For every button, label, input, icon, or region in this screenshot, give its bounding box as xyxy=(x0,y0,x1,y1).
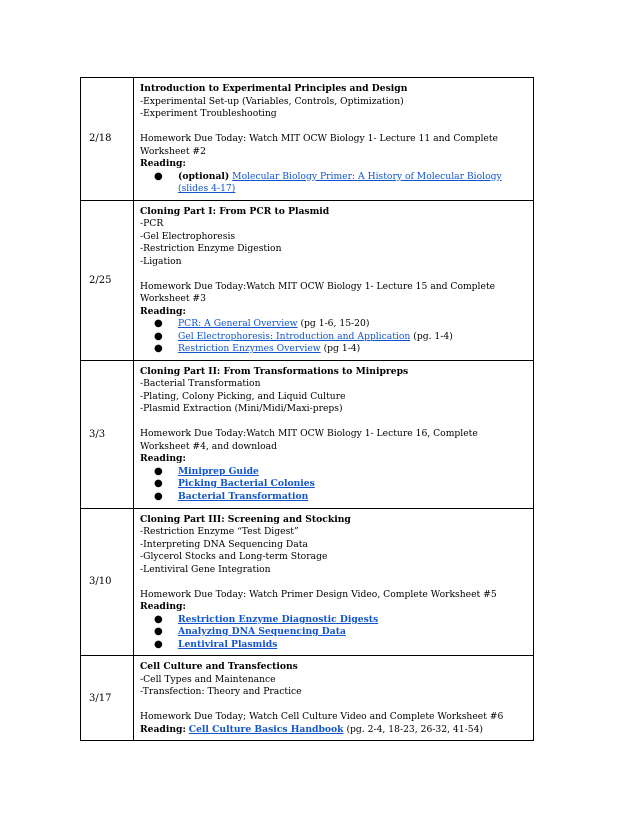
date-cell: 3/10 xyxy=(81,508,134,656)
session-title: Cloning Part I: From PCR to Plasmid xyxy=(140,205,330,217)
list-item xyxy=(154,171,527,196)
topic-line: -Ligation xyxy=(140,255,182,267)
reading-label: Reading: xyxy=(140,305,186,317)
table-row xyxy=(81,656,534,741)
page-range: (pg. 2-4, 18-23, 26-32, 41-54) xyxy=(343,723,483,735)
reading-line xyxy=(140,724,527,737)
list-item xyxy=(154,318,527,331)
optional-label: (optional) xyxy=(178,170,230,182)
topic-line: -Interpreting DNA Sequencing Data xyxy=(140,538,308,550)
date-cell: 3/17 xyxy=(81,656,134,741)
reading-link[interactable]: Lentiviral Plasmids xyxy=(178,638,278,650)
reading-label: Reading: xyxy=(140,723,186,735)
homework-text: Homework Due Today; Watch Cell Culture Video and Complete Worksheet #6 xyxy=(140,711,504,722)
topic-line: -Restriction Enzyme Digestion xyxy=(140,243,282,254)
topic-line: -Lentiviral Gene Integration xyxy=(140,563,271,575)
list-item xyxy=(154,626,527,639)
topic-line: -Gel Electrophoresis xyxy=(140,230,236,242)
session-title: Cloning Part III: Screening and Stocking xyxy=(140,513,351,525)
list-item xyxy=(154,343,527,356)
homework-text: Homework Due Today: Watch MIT OCW Biology 1- Lecture 11 and Complete Worksheet #2 xyxy=(140,133,498,157)
schedule-table xyxy=(80,77,534,741)
list-item xyxy=(154,478,527,491)
topic-line: -Experimental Set-up (Variables, Controls, Optimization) xyxy=(140,95,404,107)
homework-text: Homework Due Today:Watch MIT OCW Biology 1- Lecture 16, Complete Worksheet #4, and download xyxy=(140,428,478,452)
table-row xyxy=(81,508,534,656)
topic-line: -PCR xyxy=(140,218,164,229)
page-range: (pg 1-4) xyxy=(320,343,361,354)
table-row xyxy=(81,200,534,360)
reading-link[interactable]: Restriction Enzymes Overview xyxy=(178,343,321,354)
topic-line: -Bacterial Transformation xyxy=(140,378,261,389)
session-cell xyxy=(134,508,534,656)
reading-label: Reading: xyxy=(140,158,186,169)
topic-line: -Experiment Troubleshooting xyxy=(140,108,277,119)
session-cell xyxy=(134,200,534,360)
table-row xyxy=(81,78,534,201)
reading-link[interactable]: Miniprep Guide xyxy=(178,465,259,477)
topic-line: -Glycerol Stocks and Long-term Storage xyxy=(140,551,328,562)
topic-line: -Restriction Enzyme “Test Digest” xyxy=(140,526,299,537)
list-item xyxy=(154,491,527,504)
reading-list xyxy=(140,466,527,504)
reading-link[interactable]: Molecular Biology Primer: A History of Molecular Biology (slides 4-17) xyxy=(178,170,502,194)
reading-link[interactable]: Picking Bacterial Colonies xyxy=(178,478,315,489)
homework-text: Homework Due Today:Watch MIT OCW Biology 1- Lecture 15 and Complete Worksheet #3 xyxy=(140,280,496,304)
reading-list xyxy=(140,318,527,356)
page-range: (pg 1-6, 15-20) xyxy=(297,318,370,329)
list-item xyxy=(154,614,527,627)
date-cell: 3/3 xyxy=(81,360,134,508)
session-title: Cell Culture and Transfections xyxy=(140,661,298,672)
list-item xyxy=(154,466,527,479)
topic-line: -Transfection: Theory and Practice xyxy=(140,686,302,697)
list-item xyxy=(154,639,527,652)
list-item xyxy=(154,331,527,344)
reading-link[interactable]: Cell Culture Basics Handbook xyxy=(188,723,344,735)
session-title: Cloning Part II: From Transformations to Minipreps xyxy=(140,365,409,377)
topic-line: -Cell Types and Maintenance xyxy=(140,673,276,685)
reading-link[interactable]: Analyzing DNA Sequencing Data xyxy=(178,626,346,637)
session-cell xyxy=(134,656,534,741)
reading-list xyxy=(140,171,527,196)
date-cell: 2/25 xyxy=(81,200,134,360)
page-range: (pg. 1-4) xyxy=(410,330,453,342)
topic-line: -Plating, Colony Picking, and Liquid Culture xyxy=(140,390,346,402)
topic-line: -Plasmid Extraction (Mini/Midi/Maxi-preps) xyxy=(140,403,343,414)
reading-link[interactable]: PCR: A General Overview xyxy=(178,318,298,329)
reading-label: Reading: xyxy=(140,601,186,612)
homework-text: Homework Due Today: Watch Primer Design Video, Complete Worksheet #5 xyxy=(140,588,497,600)
session-cell xyxy=(134,78,534,201)
reading-link[interactable]: Bacterial Transformation xyxy=(178,490,309,502)
reading-link[interactable]: Gel Electrophoresis: Introduction and Application xyxy=(178,330,411,342)
reading-list xyxy=(140,614,527,652)
session-title: Introduction to Experimental Principles and Design xyxy=(140,83,408,94)
reading-label: Reading: xyxy=(140,453,186,464)
reading-link[interactable]: Restriction Enzyme Diagnostic Digests xyxy=(178,613,379,625)
table-row xyxy=(81,360,534,508)
session-cell xyxy=(134,360,534,508)
date-cell: 2/18 xyxy=(81,78,134,201)
